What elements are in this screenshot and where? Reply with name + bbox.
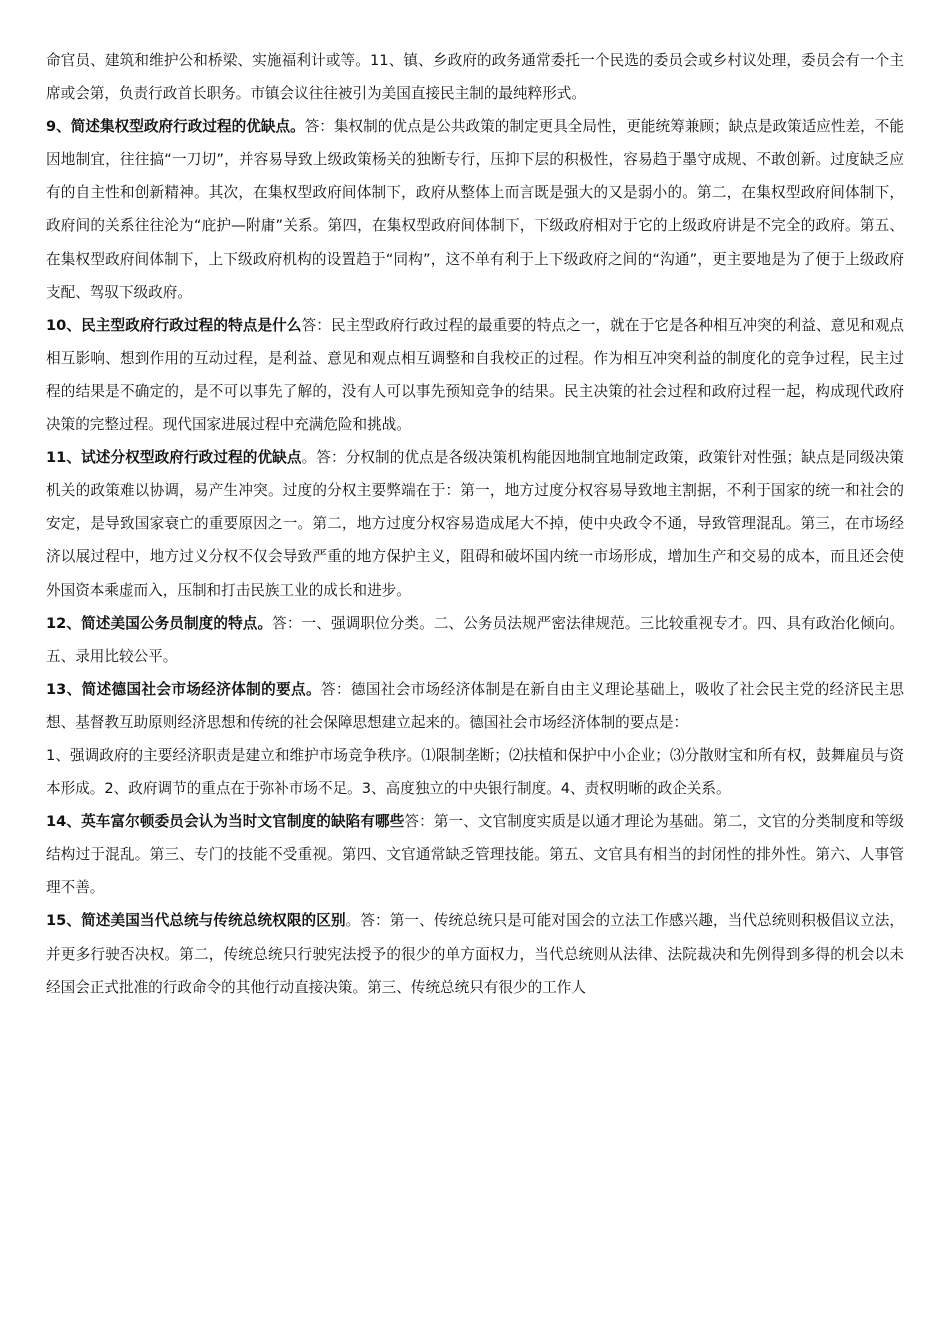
question-13 bbox=[46, 673, 904, 739]
question-heading: 15、简述美国当代总统与传统总统权限的区别 bbox=[46, 912, 346, 930]
question-10 bbox=[46, 309, 904, 441]
question-heading: 14、英车富尔顿委员会认为当时文官制度的缺陷有哪些 bbox=[46, 813, 405, 831]
answer-text: 。答：第一、传统总统只是可能对国会的立法工作感兴趣，当代总统则积极倡议立法，并更多行驶否决权。第二，传统总统只行驶宪法授予的很少的单方面权力，当代总统则从法律、法院裁决和先例得到多得的机会以未经国会正式批准的行政命令的其他行动直接决策。第三、传统总统只有很少的工作人 bbox=[46, 912, 904, 996]
question-heading: 12、简述美国公务员制度的特点。 bbox=[46, 614, 273, 632]
question-9 bbox=[46, 110, 904, 309]
question-14 bbox=[46, 805, 904, 904]
question-11 bbox=[46, 441, 904, 606]
answer-text: 。答：分权制的优点是各级决策机构能因地制宜地制定政策，政策针对性强；缺点是同级决策机关的政策难以协调，易产生冲突。过度的分权主要弊端在于：第一，地方过度分权容易导致地主割据，不利于国家的统一和社会的安定，是导致国家衰亡的重要原因之一。第二，地方过度分权容易造成尾大不掉，使中央政令不通，导致管理混乱。第三，在市场经济以展过程中，地方过义分权不仅会导致严重的地方保护主义，阻碍和破坏国内统一市场形成，增加生产和交易的成本，而且还会使外国资本乘虚而入，压制和打击民族工业的成长和进步。 bbox=[46, 449, 905, 599]
question-heading: 13、简述德国社会市场经济体制的要点。 bbox=[46, 680, 321, 698]
question-heading: 10、民主型政府行政过程的特点是什么 bbox=[46, 316, 302, 334]
answer-text: 答：民主型政府行政过程的最重要的特点之一，就在于它是各种相互冲突的利益、意见和观点相互影响、想到作用的互动过程，是利益、意见和观点相互调整和自我校正的过程。作为相互冲突利益的制度化的竞争过程，民主过程的结果是不确定的，是不可以事先了解的，没有人可以事先预知竞争的结果。民主决策的社会过程和政府过程一起，构成现代政府决策的完整过程。现代国家进展过程中充满危险和挑战。 bbox=[46, 316, 905, 434]
question-heading: 11、试述分权型政府行政过程的优缺点 bbox=[46, 449, 302, 467]
paragraph-continuation bbox=[46, 44, 904, 110]
question-13-list bbox=[46, 739, 904, 805]
question-12 bbox=[46, 607, 904, 673]
answer-text: 答：集权制的优点是公共政策的制定更具全局性，更能统筹兼顾；缺点是政策适应性差，不能因地制宜，往往搞“一刀切”，并容易导致上级政策杨关的独断专行，压抑下层的积极性，容易趋于墨守成规、不敢创新。过度缺乏应有的自主性和创新精神。其次，在集权型政府间体制下，政府从整体上而言既是强大的又是弱小的。第二，在集权型政府间体制下，政府间的关系往往沦为“庇护—附庸”关系。第四，在集权型政府间体制下，下级政府相对于它的上级政府讲是不完全的政府。第五、在集权型政府间体制下，上下级政府机构的设置趋于“同构”，这不单有利于上下级政府之间的“沟通”，更主要地是为了便于上级政府支配、驾驭下级政府。 bbox=[46, 118, 904, 301]
answer-text: 答：第一、文官制度实质是以通才理论为基础。第二，文官的分类制度和等级结构过于混乱。第三、专门的技能不受重视。第四、文官通常缺乏管理技能。第五、文官具有相当的封闭性的排外性。第六、人事管理不善。 bbox=[46, 813, 904, 897]
question-15 bbox=[46, 904, 904, 1003]
paragraph-text: 命官员、建筑和维护公和桥梁、实施福利计或等。11、镇、乡政府的政务通常委托一个民选的委员会或乡村议处理，委员会有一个主席或会第，负责行政首长职务。市镇会议往往被引为美国直接民主制的最纯粹形式。 bbox=[46, 52, 904, 103]
answer-text: 答：德国社会市场经济体制是在新自由主义理论基础上，吸收了社会民主党的经济民主思想、基督教互助原则经济思想和传统的社会保障思想建立起来的。德国社会市场经济体制的要点是： bbox=[46, 680, 904, 731]
question-heading: 9、简述集权型政府行政过程的优缺点。 bbox=[46, 118, 305, 136]
paragraph-text: 1、强调政府的主要经济职责是建立和维护市场竞争秩序。⑴限制垄断；⑵扶植和保护中小企业；⑶分散财宝和所有权，鼓舞雇员与资本形成。2、政府调节的重点在于弥补市场不足。3、高度独立的中央银行制度。4、责权明晰的政企关系。 bbox=[46, 746, 904, 798]
answer-text: 答：一、强调职位分类。二、公务员法规严密法律规范。三比较重视专才。四、具有政治化倾向。五、录用比较公平。 bbox=[46, 614, 904, 665]
